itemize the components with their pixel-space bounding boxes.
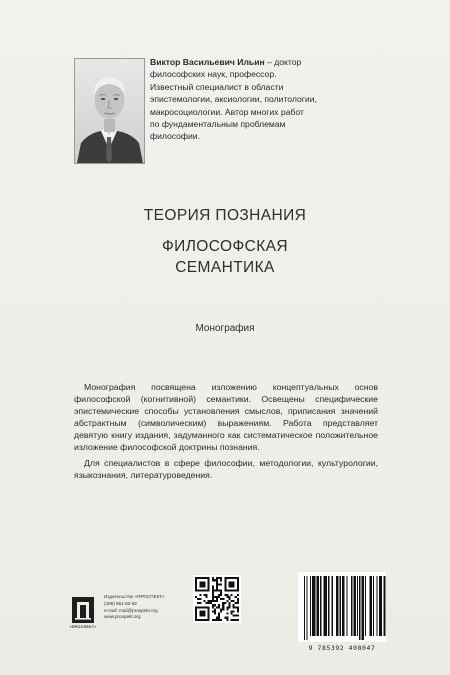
isbn-digits: 9 785392 408047: [308, 644, 376, 652]
publisher-phone: (495) 651-62-62: [104, 600, 137, 606]
author-bio-line: по фундаментальным проблемам: [150, 119, 286, 130]
publisher-logo-label: «ПРОСПЕКТ»: [69, 625, 97, 629]
author-name: Виктор Васильевич Ильин: [150, 57, 265, 67]
annotation-paragraph: Монография посвящена изложению концептуальных основ философской (когнитивной) семантики. Освещены специфические эпистемические способы установления смыслов, приписания значений абстрактным (символическим) выражениям. Работа представляет девятую книгу издания, задуманного как систематическое положительное изложение философской доктрины познания.: [74, 382, 378, 453]
book-title-line-2: СЕМАНТИКА: [175, 259, 275, 276]
isbn-barcode-icon: [298, 572, 386, 642]
author-portrait-icon: [74, 58, 145, 164]
author-bio-line: философии.: [150, 131, 200, 142]
publisher-contacts: [104, 594, 165, 621]
prospekt-logo-icon: [72, 597, 94, 623]
publisher-website: www.prospekt.org: [104, 614, 141, 620]
author-bio-line: – доктор: [264, 57, 302, 67]
book-title-line-1: ФИЛОСОФСКАЯ: [161, 238, 288, 255]
annotation-audience: Для специалистов в сфере философии, методологии, культурологии, языкознания, литературоведения.: [74, 457, 378, 480]
book-series-title: ТЕОРИЯ ПОЗНАНИЯ: [143, 207, 307, 224]
author-bio: [150, 56, 376, 143]
author-bio-line: Известный специалист в области: [150, 81, 284, 92]
author-bio-line: философских наук, профессор.: [150, 69, 277, 80]
book-genre: Монография: [195, 323, 255, 334]
author-bio-line: эпистемологии, аксиологии, политологии,: [150, 94, 317, 105]
book-annotation: [74, 381, 378, 481]
publisher-name: Издательство «ПРОСПЕКТ»: [104, 594, 165, 599]
author-bio-line: макросоциологии. Автор многих работ: [150, 106, 304, 117]
qr-code-icon: [193, 575, 241, 623]
publisher-email: e-mail: mail@prospekt.org: [104, 607, 158, 613]
